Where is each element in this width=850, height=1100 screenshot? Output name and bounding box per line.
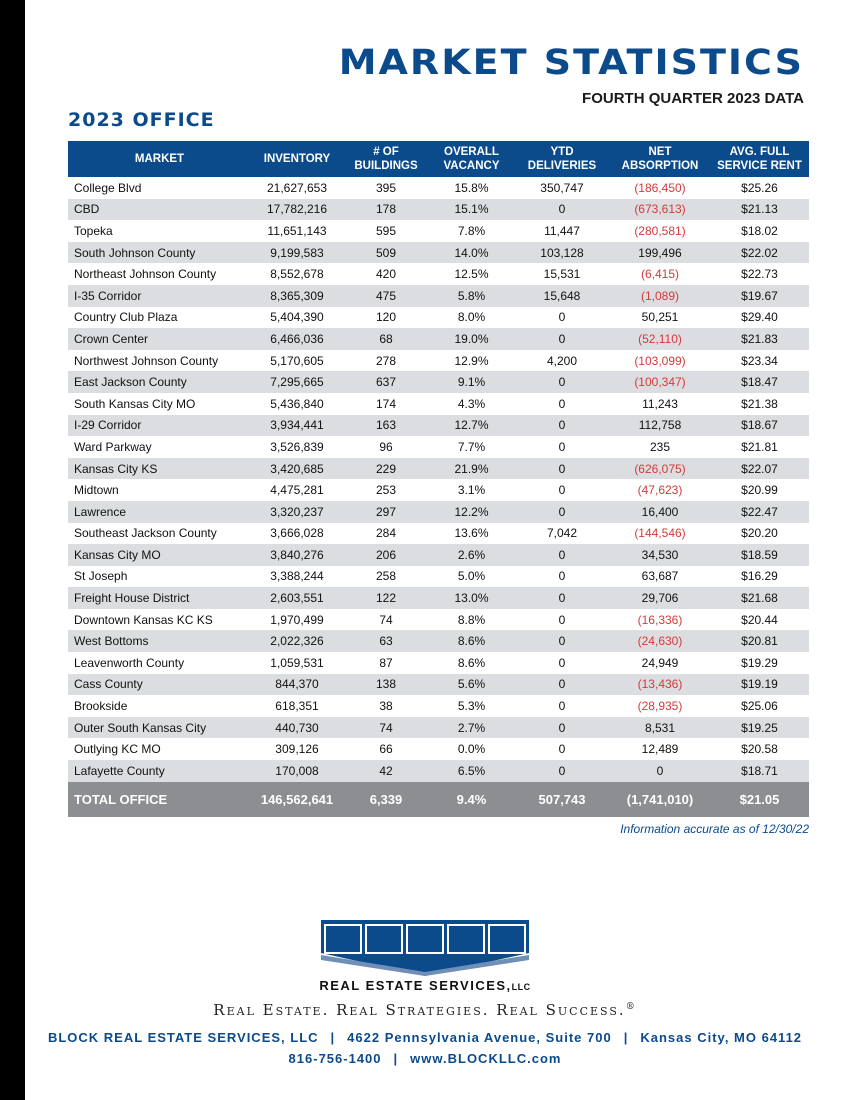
address-line: BLOCK REAL ESTATE SERVICES, LLC | 4622 Pennsylvania Avenue, Suite 700 | Kansas City, MO 64112 (47, 1030, 803, 1045)
total-cell: $21.05 (710, 782, 809, 817)
table-row (68, 630, 809, 652)
market-name-cell: Kansas City KS (68, 458, 251, 480)
table-cell: 38 (379, 699, 393, 714)
logo-letter-tile (490, 926, 524, 952)
table-cell: 420 (375, 267, 397, 282)
table-cell: 174 (375, 396, 397, 411)
table-cell: 0.0% (457, 742, 486, 757)
total-row (68, 782, 809, 817)
table-cell: (28,935) (637, 699, 683, 714)
market-name-cell: Crown Center (68, 328, 251, 350)
table-cell: $20.81 (710, 630, 809, 652)
table-cell: $25.26 (741, 180, 778, 195)
table-cell: 0 (514, 717, 610, 739)
table-cell: 66 (379, 742, 393, 757)
table-cell: 0 (514, 587, 610, 609)
market-name-cell: Midtown (74, 483, 119, 498)
table-cell: 229 (343, 458, 429, 480)
table-cell: 309,126 (275, 742, 319, 757)
table-row (68, 674, 809, 696)
table-cell: 0 (558, 655, 566, 670)
market-name-cell: Outlying KC MO (74, 742, 161, 757)
column-header: AVG. FULL SERVICE RENT (710, 141, 809, 177)
table-cell: 5.3% (457, 699, 486, 714)
table-cell: 3.1% (457, 483, 486, 498)
table-cell: $20.58 (741, 742, 778, 757)
table-cell: (6,415) (640, 267, 680, 282)
market-statistics-table (68, 141, 809, 817)
market-name-cell: Country Club Plaza (74, 310, 178, 325)
website-link[interactable]: www.BLOCKLLC.com (410, 1051, 562, 1066)
table-cell: (186,450) (634, 180, 686, 195)
block-logo (321, 920, 529, 976)
page (25, 0, 850, 1100)
table-cell: 7.7% (457, 439, 486, 454)
table-row (68, 328, 809, 350)
table-cell: (16,336) (637, 612, 683, 627)
table-cell: 8,552,678 (270, 267, 324, 282)
table-cell: (13,436) (610, 674, 710, 696)
table-cell: 0 (558, 699, 566, 714)
table-cell: 74 (379, 612, 393, 627)
column-header: YTD DELIVERIES (514, 141, 610, 177)
table-cell: 8,365,309 (251, 285, 343, 307)
market-name-cell: Lawrence (68, 501, 251, 523)
table-cell: 2.6% (429, 544, 514, 566)
table-cell: 3,840,276 (251, 544, 343, 566)
table-row (68, 501, 809, 523)
page-title: MARKET STATISTICS (338, 41, 804, 83)
table-cell: 4,475,281 (270, 483, 324, 498)
table-header-row (68, 141, 809, 177)
table-cell: (626,075) (610, 458, 710, 480)
table-cell: 2,022,326 (251, 630, 343, 652)
table-cell: $18.02 (741, 223, 778, 238)
table-row (68, 717, 809, 739)
table-cell: (24,630) (610, 630, 710, 652)
table-cell: 63,687 (641, 569, 679, 584)
table-cell: 15,648 (514, 285, 610, 307)
table-cell: (47,623) (637, 483, 683, 498)
table-cell: 21.9% (429, 458, 514, 480)
market-name-cell: Northwest Johnson County (74, 353, 219, 368)
table-row (68, 350, 809, 372)
table-cell: 103,128 (514, 242, 610, 264)
table-cell: 5.6% (429, 674, 514, 696)
table-cell: 5.0% (457, 569, 486, 584)
column-header: NET ABSORPTION (610, 141, 710, 177)
table-cell: 42 (343, 760, 429, 782)
table-cell: 5.8% (429, 285, 514, 307)
column-header: MARKET (68, 141, 251, 177)
table-row (68, 242, 809, 264)
table-row (68, 220, 809, 242)
table-cell: 178 (343, 199, 429, 221)
phone-number: 816-756-1400 (288, 1051, 382, 1066)
table-cell: 8.0% (457, 310, 486, 325)
logo-letter-tile (326, 926, 360, 952)
total-cell: 507,743 (514, 782, 610, 817)
market-name-cell: Outer South Kansas City (68, 717, 251, 739)
table-cell: 7,042 (546, 526, 578, 541)
table-row (68, 436, 809, 458)
table-cell: 7.8% (457, 223, 486, 238)
table-cell: 0 (514, 630, 610, 652)
table-cell: $22.02 (710, 242, 809, 264)
table-cell: 618,351 (275, 699, 319, 714)
table-cell: 122 (343, 587, 429, 609)
table-cell: 206 (343, 544, 429, 566)
market-name-cell: Northeast Johnson County (74, 267, 217, 282)
table-cell: 0 (610, 760, 710, 782)
table-row (68, 652, 809, 674)
table-body (68, 177, 809, 782)
table-cell: 844,370 (251, 674, 343, 696)
market-name-cell: Downtown Kansas KC KS (74, 612, 213, 627)
table-row (68, 285, 809, 307)
company-name: REAL ESTATE SERVICES,LLC (319, 978, 531, 993)
table-cell: 15.8% (454, 180, 489, 195)
table-cell: $25.06 (741, 699, 778, 714)
table-cell: $18.47 (710, 371, 809, 393)
table-cell: 11,651,143 (267, 223, 327, 238)
contact-line: 816-756-1400 | www.BLOCKLLC.com (288, 1051, 562, 1066)
table-row (68, 393, 809, 415)
table-cell: $21.38 (741, 396, 778, 411)
table-cell: 68 (343, 328, 429, 350)
logo-letter-tile (408, 926, 442, 952)
table-cell: 0 (558, 483, 566, 498)
market-name-cell: Cass County (68, 674, 251, 696)
table-cell: 112,758 (610, 415, 710, 437)
table-cell: 0 (514, 501, 610, 523)
table-cell: 4.3% (457, 396, 486, 411)
table-row (68, 479, 809, 501)
table-cell: 7,295,665 (251, 371, 343, 393)
table-cell: 3,320,237 (251, 501, 343, 523)
total-cell: 146,562,641 (251, 782, 343, 817)
table-cell: (673,613) (610, 199, 710, 221)
total-cell: 6,339 (343, 782, 429, 817)
table-cell: (52,110) (610, 328, 710, 350)
market-name-cell: South Johnson County (68, 242, 251, 264)
table-cell: 138 (343, 674, 429, 696)
table-cell: 34,530 (610, 544, 710, 566)
table-cell: $16.29 (741, 569, 778, 584)
table-row (68, 738, 809, 760)
table-cell: 199,496 (610, 242, 710, 264)
table-cell: 12.7% (429, 415, 514, 437)
table-cell: $22.07 (710, 458, 809, 480)
table-cell: 0 (514, 458, 610, 480)
table-cell: 395 (375, 180, 397, 195)
market-name-cell: Ward Parkway (74, 439, 152, 454)
table-row (68, 695, 809, 717)
table-cell: $29.40 (741, 310, 778, 325)
table-cell: $22.73 (741, 267, 778, 282)
logo-letter-tile (367, 926, 401, 952)
column-header: # OF BUILDINGS (343, 141, 429, 177)
table-row (68, 566, 809, 588)
table-cell: 9.1% (429, 371, 514, 393)
table-cell: 6.5% (429, 760, 514, 782)
table-cell: $19.29 (741, 655, 778, 670)
table-cell: 0 (514, 371, 610, 393)
table-cell: $18.71 (710, 760, 809, 782)
logo-letter-tile (449, 926, 483, 952)
table-cell: 1,970,499 (270, 612, 324, 627)
table-cell: 258 (375, 569, 397, 584)
table-cell: 12.9% (454, 353, 489, 368)
table-cell: 16,400 (610, 501, 710, 523)
table-cell: (1,089) (610, 285, 710, 307)
table-cell: 6,466,036 (251, 328, 343, 350)
table-cell: 3,526,839 (270, 439, 324, 454)
table-cell: 63 (343, 630, 429, 652)
table-row (68, 544, 809, 566)
table-cell: 3,388,244 (270, 569, 324, 584)
table-row (68, 177, 809, 199)
table-cell: 12,489 (641, 742, 679, 757)
table-cell: 2,603,551 (251, 587, 343, 609)
table-cell: 0 (558, 310, 566, 325)
table-row (68, 458, 809, 480)
table-cell: 4,200 (546, 353, 578, 368)
table-cell: 0 (558, 742, 566, 757)
total-cell: (1,741,010) (610, 782, 710, 817)
market-name-cell: South Kansas City MO (74, 396, 196, 411)
table-cell: 0 (558, 569, 566, 584)
market-name-cell: Lafayette County (68, 760, 251, 782)
table-cell: 15.1% (429, 199, 514, 221)
table-cell: $18.67 (710, 415, 809, 437)
market-name-cell: Topeka (74, 223, 113, 238)
table-cell: (103,099) (634, 353, 686, 368)
table-cell: 5,436,840 (270, 396, 324, 411)
table-cell: $20.99 (741, 483, 778, 498)
accuracy-note: Information accurate as of 12/30/22 (620, 822, 809, 836)
table-cell: 170,008 (251, 760, 343, 782)
table-row (68, 307, 809, 329)
table-cell: 0 (514, 674, 610, 696)
table-cell: 637 (343, 371, 429, 393)
table-row (68, 523, 809, 545)
table-cell: 595 (375, 223, 397, 238)
market-name-cell: East Jackson County (68, 371, 251, 393)
table-cell: 15,531 (543, 267, 581, 282)
table-cell: 21,627,653 (266, 180, 328, 195)
table-cell: 14.0% (429, 242, 514, 264)
market-name-cell: Freight House District (68, 587, 251, 609)
table-cell: $21.81 (741, 439, 778, 454)
table-cell: 509 (343, 242, 429, 264)
table-cell: 278 (375, 353, 397, 368)
table-cell: 13.6% (454, 526, 489, 541)
table-cell: 2.7% (429, 717, 514, 739)
table-cell: 50,251 (641, 310, 679, 325)
table-cell: 0 (514, 544, 610, 566)
table-row (68, 371, 809, 393)
table-cell: 3,420,685 (251, 458, 343, 480)
table-cell: 284 (375, 526, 397, 541)
table-row (68, 609, 809, 631)
left-edge-bar (0, 0, 25, 1100)
table-cell: 440,730 (251, 717, 343, 739)
table-cell: 17,782,216 (251, 199, 343, 221)
page-subtitle: FOURTH QUARTER 2023 DATA (582, 90, 804, 107)
table-row (68, 199, 809, 221)
market-name-cell: West Bottoms (68, 630, 251, 652)
table-cell: $18.59 (710, 544, 809, 566)
table-row (68, 587, 809, 609)
table-cell: 0 (514, 328, 610, 350)
market-name-cell: St Joseph (74, 569, 128, 584)
table-cell: $19.25 (710, 717, 809, 739)
table-cell: 12.5% (454, 267, 489, 282)
table-cell: 3,934,441 (251, 415, 343, 437)
market-name-cell: Brookside (74, 699, 128, 714)
table-cell: $21.83 (710, 328, 809, 350)
table-cell: 8.6% (457, 655, 486, 670)
table-cell: 8.8% (457, 612, 486, 627)
table-cell: 0 (514, 415, 610, 437)
table-cell: 24,949 (641, 655, 679, 670)
table-cell: 11,243 (642, 396, 678, 411)
market-name-cell: I-29 Corridor (68, 415, 251, 437)
table-cell: 350,747 (540, 180, 584, 195)
tagline: Real Estate. Real Strategies. Real Success.® (213, 1001, 637, 1019)
table-cell: 11,447 (544, 223, 580, 238)
table-cell: 96 (379, 439, 393, 454)
table-cell: $19.19 (710, 674, 809, 696)
table-cell: 5,170,605 (270, 353, 324, 368)
table-cell: (144,546) (634, 526, 686, 541)
table-cell: (280,581) (634, 223, 686, 238)
table-cell: $21.13 (710, 199, 809, 221)
table-cell: 5,404,390 (270, 310, 324, 325)
table-row (68, 263, 809, 285)
market-name-cell: Kansas City MO (68, 544, 251, 566)
table-cell: 74 (343, 717, 429, 739)
table-cell: $20.20 (741, 526, 778, 541)
table-cell: 0 (514, 760, 610, 782)
column-header: INVENTORY (251, 141, 343, 177)
market-name-cell: CBD (68, 199, 251, 221)
table-cell: $20.44 (741, 612, 778, 627)
column-header: OVERALL VACANCY (429, 141, 514, 177)
table-cell: 0 (558, 396, 566, 411)
table-cell: 87 (379, 655, 393, 670)
table-cell: 13.0% (429, 587, 514, 609)
table-cell: $19.67 (710, 285, 809, 307)
market-name-cell: I-35 Corridor (68, 285, 251, 307)
table-cell: 0 (558, 612, 566, 627)
table-cell: 29,706 (610, 587, 710, 609)
table-cell: 297 (343, 501, 429, 523)
table-cell: 475 (343, 285, 429, 307)
table-row (68, 415, 809, 437)
table-cell: $23.34 (741, 353, 778, 368)
table-row (68, 760, 809, 782)
table-cell: 120 (375, 310, 397, 325)
table-cell: 8.6% (429, 630, 514, 652)
table-cell: $21.68 (710, 587, 809, 609)
section-title: 2023 OFFICE (68, 109, 215, 131)
market-name-cell: College Blvd (74, 180, 142, 195)
table-cell: 8,531 (610, 717, 710, 739)
total-cell: 9.4% (429, 782, 514, 817)
table-cell: 9,199,583 (251, 242, 343, 264)
table-cell: 163 (343, 415, 429, 437)
table-cell: 235 (649, 439, 671, 454)
table-cell: 0 (514, 199, 610, 221)
table-cell: 3,666,028 (270, 526, 324, 541)
table-cell: (100,347) (610, 371, 710, 393)
market-name-cell: Southeast Jackson County (74, 526, 217, 541)
table-cell: 1,059,531 (270, 655, 324, 670)
table-cell: 253 (375, 483, 397, 498)
total-label-cell: TOTAL OFFICE (68, 782, 251, 817)
table-cell: 0 (558, 439, 566, 454)
table-cell: 12.2% (429, 501, 514, 523)
table-cell: $22.47 (710, 501, 809, 523)
market-name-cell: Leavenworth County (74, 655, 185, 670)
table-cell: 19.0% (429, 328, 514, 350)
